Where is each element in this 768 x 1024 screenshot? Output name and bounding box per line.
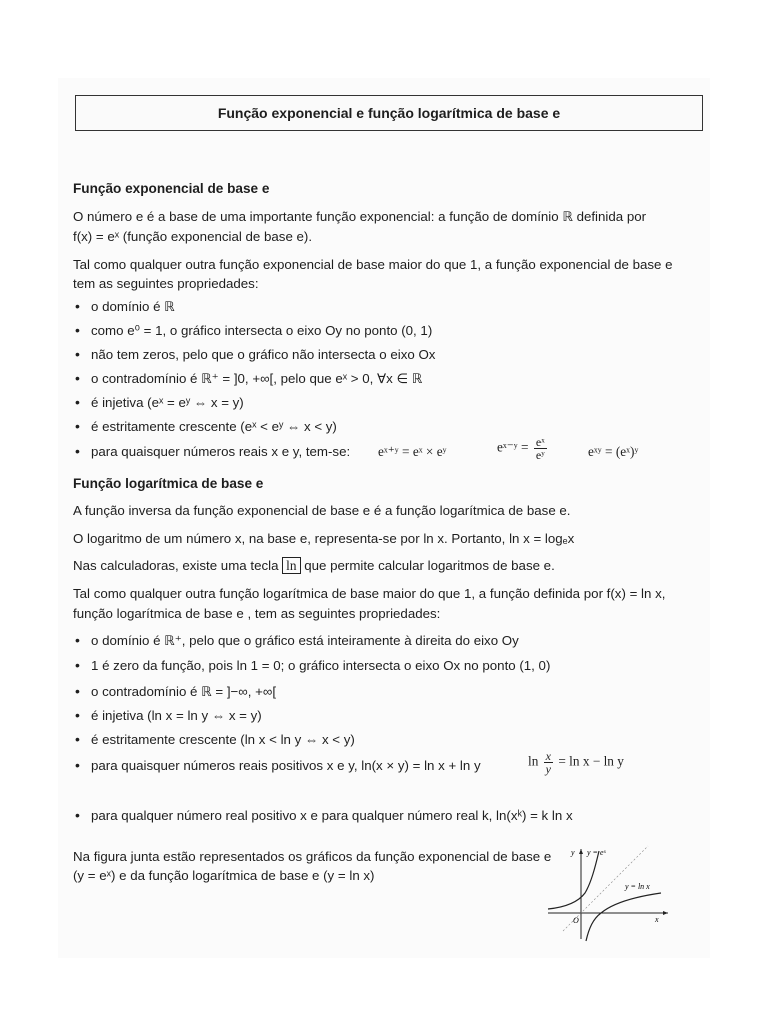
exp-log-graph bbox=[543, 843, 673, 943]
paragraph-line: Tal como qualquer outra função exponencial de base maior do que 1, a função exponencial de base e bbox=[73, 257, 673, 272]
paragraph-line: tem as seguintes propriedades: bbox=[73, 276, 259, 291]
x-axis-arrow bbox=[663, 911, 668, 915]
y-axis-label: y bbox=[571, 848, 575, 857]
formula-log-quotient: ln $\frac{x}{y}$ = ln x − ln y bbox=[528, 749, 624, 776]
formula-power: eˣʸ = (eˣ)ʸ bbox=[588, 444, 639, 459]
property-item: • não tem zeros, pelo que o gráfico não intersecta o eixo Ox bbox=[75, 346, 710, 363]
property-item: • o contradomínio é ℝ = ]−∞, +∞[ bbox=[75, 683, 710, 700]
ln-curve bbox=[586, 893, 661, 941]
section-heading-exponential: Função exponencial de base e bbox=[73, 181, 270, 196]
formula-product: eˣ⁺ʸ = eˣ × eʸ bbox=[378, 444, 447, 459]
property-item: • o contradomínio é ℝ⁺ = ]0, +∞[, pelo que eˣ > 0, ∀x ∈ ℝ bbox=[75, 370, 710, 387]
y-axis-arrow bbox=[579, 849, 583, 854]
property-item: • é injetiva (eˣ = eʸ ⇔ x = y) bbox=[75, 394, 710, 411]
property-item: • é injetiva (ln x = ln y ⇔ x = y) bbox=[75, 707, 710, 724]
document-title: Função exponencial e função logarítmica de base e bbox=[75, 95, 703, 131]
property-item: • o domínio é ℝ⁺, pelo que o gráfico está inteiramente à direita do eixo Oy bbox=[75, 632, 710, 649]
paragraph-line: Nas calculadoras, existe uma tecla ln que permite calcular logaritmos de base e. bbox=[73, 558, 555, 573]
formula-quotient: eˣ⁻ʸ = $\frac{\text{eˣ}}{\text{eʸ}}$ bbox=[497, 435, 545, 462]
property-item: • é estritamente crescente (eˣ < eʸ ⇔ x < y) bbox=[75, 418, 710, 435]
exp-curve bbox=[548, 851, 599, 909]
paragraph-line: Tal como qualquer outra função logarítmica de base maior do que 1, a função definida por f(x) = ln x, bbox=[73, 586, 666, 601]
x-axis-label: x bbox=[655, 915, 659, 924]
property-item: • para quaisquer números reais positivos x e y, ln(x × y) = ln x + ln y bbox=[75, 757, 515, 774]
property-item: • para qualquer número real positivo x e para qualquer número real k, ln(xᵏ) = k ln x bbox=[75, 807, 710, 824]
property-item: • para quaisquer números reais x e y, tem-se: bbox=[75, 443, 375, 460]
paragraph-line: f(x) = eˣ (função exponencial de base e). bbox=[73, 229, 313, 244]
ln-key: ln bbox=[282, 557, 300, 574]
origin-label: O bbox=[573, 916, 579, 925]
property-item: • 1 é zero da função, pois ln 1 = 0; o gráfico intersecta o eixo Ox no ponto (1, 0) bbox=[75, 657, 710, 674]
property-item: • é estritamente crescente (ln x < ln y ⇔ x < y) bbox=[75, 731, 710, 748]
ln-label: y = ln x bbox=[625, 882, 650, 891]
paragraph-line: O número e é a base de uma importante função exponencial: a função de domínio ℝ definida por bbox=[73, 209, 647, 224]
property-item: • como e⁰ = 1, o gráfico intersecta o eixo Oy no ponto (0, 1) bbox=[75, 322, 710, 339]
paragraph-line: função logarítmica de base e , tem as seguintes propriedades: bbox=[73, 606, 441, 621]
paragraph-line: O logaritmo de um número x, na base e, representa-se por ln x. Portanto, ln x = logₑx bbox=[73, 531, 575, 546]
property-item: • o domínio é ℝ bbox=[75, 298, 710, 315]
paragraph-line: A função inversa da função exponencial de base e é a função logarítmica de base e. bbox=[73, 503, 571, 518]
exp-label: y = eˣ bbox=[587, 848, 606, 857]
figure-caption-line: (y = eˣ) e da função logarítmica de base e (y = ln x) bbox=[73, 868, 375, 883]
section-heading-logarithmic: Função logarítmica de base e bbox=[73, 476, 264, 491]
figure-caption-line: Na figura junta estão representados os gráficos da função exponencial de base e bbox=[73, 849, 552, 864]
